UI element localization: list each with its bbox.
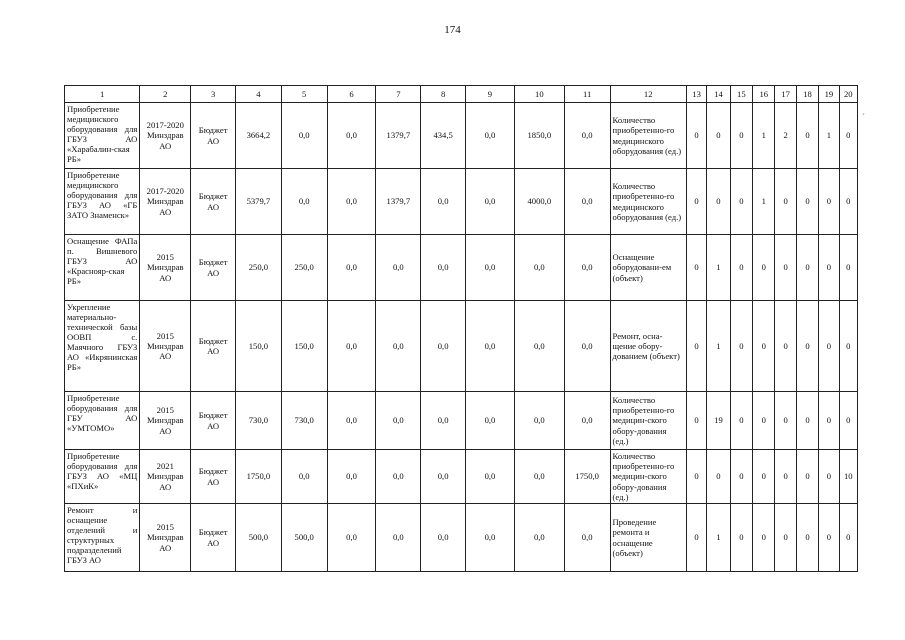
funding-value-cell: 0,0 [376,392,421,450]
column-number-9: 9 [466,86,515,103]
funding-value-cell: 0,0 [466,169,515,235]
indicator-value-cell: 0 [730,504,752,572]
column-number-11: 11 [564,86,610,103]
indicator-value-cell: 0 [686,235,706,301]
margin-mark: ´ [862,112,865,122]
indicator-value-cell: 0 [707,450,730,504]
funding-value-cell: 0,0 [466,301,515,392]
indicator-value-cell: 0 [753,301,775,392]
indicator-name-cell: Количество приобретенно-го медицинского оборудования (ед.) [610,169,686,235]
funding-value-cell: 0,0 [281,169,327,235]
measure-name-cell: Приобретение оборудования для ГБУЗ АО «МЦ «ПХиК» [65,450,140,504]
period-executor-cell: 2015 Минздрав АО [140,301,191,392]
indicator-value-cell: 0 [819,392,839,450]
indicator-value-cell: 1 [819,103,839,169]
table-row [65,103,858,169]
column-number-15: 15 [730,86,752,103]
funding-value-cell: 0,0 [466,392,515,450]
indicator-name-cell: Проведение ремонта и оснащение (объект) [610,504,686,572]
indicator-value-cell: 0 [775,301,796,392]
column-number-10: 10 [514,86,564,103]
funding-value-cell: 0,0 [514,301,564,392]
indicator-value-cell: 0 [819,450,839,504]
column-number-20: 20 [839,86,857,103]
indicator-name-cell: Ремонт, осна-щение обору-дованием (объект) [610,301,686,392]
funding-value-cell: 0,0 [376,504,421,572]
funding-value-cell: 0,0 [281,450,327,504]
period-executor-cell: 2017-2020 Минздрав АО [140,103,191,169]
funding-value-cell: 0,0 [421,235,466,301]
program-table [64,85,858,572]
indicator-value-cell: 0 [730,169,752,235]
funding-value-cell: 1850,0 [514,103,564,169]
indicator-value-cell: 0 [796,450,818,504]
indicator-value-cell: 0 [686,301,706,392]
measure-name-cell: Приобретение медицинского оборудования для ГБУЗ АО «ГБ ЗАТО Знаменск» [65,169,140,235]
column-number-3: 3 [191,86,236,103]
funding-value-cell: 0,0 [327,450,376,504]
indicator-value-cell: 0 [753,504,775,572]
indicator-value-cell: 0 [707,103,730,169]
funding-value-cell: 500,0 [281,504,327,572]
funding-value-cell: 0,0 [327,169,376,235]
indicator-value-cell: 1 [753,169,775,235]
period-executor-cell: 2015 Минздрав АО [140,392,191,450]
indicator-value-cell: 0 [686,169,706,235]
funding-value-cell: 730,0 [281,392,327,450]
indicator-name-cell: Количество приобретенно-го медицин-ского обору-дования (ед.) [610,392,686,450]
indicator-name-cell: Количество приобретенно-го медицин-ского обору-дования (ед.) [610,450,686,504]
indicator-value-cell: 10 [839,450,857,504]
indicator-value-cell: 0 [686,103,706,169]
indicator-value-cell: 19 [707,392,730,450]
indicator-value-cell: 0 [839,103,857,169]
funding-value-cell: 0,0 [514,235,564,301]
table-row [65,169,858,235]
indicator-value-cell: 0 [839,169,857,235]
page-number: 174 [444,24,461,36]
period-executor-cell: 2015 Минздрав АО [140,235,191,301]
column-number-7: 7 [376,86,421,103]
indicator-value-cell: 0 [796,504,818,572]
measure-name-cell: Ремонт и оснащение отделений и структурных подразделений ГБУЗ АО [65,504,140,572]
indicator-value-cell: 0 [819,235,839,301]
indicator-value-cell: 0 [819,169,839,235]
indicator-value-cell: 0 [730,103,752,169]
funding-value-cell: 0,0 [421,504,466,572]
indicator-value-cell: 0 [775,169,796,235]
funding-value-cell: 0,0 [564,301,610,392]
indicator-value-cell: 1 [707,504,730,572]
period-executor-cell: 2021 Минздрав АО [140,450,191,504]
funding-value-cell: 730,0 [236,392,282,450]
indicator-value-cell: 0 [753,235,775,301]
indicator-value-cell: 0 [730,235,752,301]
funding-value-cell: 150,0 [236,301,282,392]
indicator-value-cell: 0 [775,235,796,301]
indicator-value-cell: 0 [839,392,857,450]
funding-value-cell: 0,0 [376,235,421,301]
indicator-value-cell: 0 [707,169,730,235]
column-number-8: 8 [421,86,466,103]
column-number-13: 13 [686,86,706,103]
funding-value-cell: 0,0 [564,235,610,301]
funding-value-cell: 1379,7 [376,103,421,169]
column-number-16: 16 [753,86,775,103]
indicator-value-cell: 0 [839,504,857,572]
funding-source-cell: Бюджет АО [191,392,236,450]
indicator-value-cell: 0 [796,235,818,301]
funding-source-cell: Бюджет АО [191,103,236,169]
period-executor-cell: 2017-2020 Минздрав АО [140,169,191,235]
indicator-name-cell: Оснащение оборудовани-ем (объект) [610,235,686,301]
funding-value-cell: 250,0 [281,235,327,301]
funding-source-cell: Бюджет АО [191,301,236,392]
period-executor-cell: 2015 Минздрав АО [140,504,191,572]
funding-value-cell: 0,0 [327,235,376,301]
funding-source-cell: Бюджет АО [191,504,236,572]
column-number-14: 14 [707,86,730,103]
indicator-value-cell: 0 [730,301,752,392]
funding-value-cell: 0,0 [466,450,515,504]
funding-value-cell: 0,0 [327,301,376,392]
column-number-12: 12 [610,86,686,103]
column-number-18: 18 [796,86,818,103]
funding-value-cell: 0,0 [564,392,610,450]
measure-name-cell: Приобретение медицинского оборудования для ГБУЗ АО «Харабалин-ская РБ» [65,103,140,169]
indicator-value-cell: 0 [686,450,706,504]
measure-name-cell: Укрепление материально-технической базы ООВП с. Маячного ГБУЗ АО «Икрянинская РБ» [65,301,140,392]
funding-source-cell: Бюджет АО [191,169,236,235]
funding-value-cell: 0,0 [376,301,421,392]
table-row [65,301,858,392]
indicator-value-cell: 0 [796,103,818,169]
funding-value-cell: 0,0 [327,504,376,572]
funding-value-cell: 5379,7 [236,169,282,235]
table-row [65,392,858,450]
indicator-value-cell: 0 [775,450,796,504]
indicator-value-cell: 0 [796,301,818,392]
indicator-value-cell: 0 [730,450,752,504]
table-row [65,235,858,301]
indicator-value-cell: 2 [775,103,796,169]
column-number-17: 17 [775,86,796,103]
funding-value-cell: 0,0 [421,450,466,504]
funding-value-cell: 0,0 [564,504,610,572]
column-number-2: 2 [140,86,191,103]
funding-value-cell: 0,0 [564,103,610,169]
funding-value-cell: 150,0 [281,301,327,392]
measure-name-cell: Приобретение оборудования для ГБУ АО «УМТОМО» [65,392,140,450]
funding-value-cell: 3664,2 [236,103,282,169]
funding-value-cell: 0,0 [514,392,564,450]
indicator-name-cell: Количество приобретенно-го медицинского оборудования (ед.) [610,103,686,169]
column-number-19: 19 [819,86,839,103]
indicator-value-cell: 0 [839,235,857,301]
funding-value-cell: 500,0 [236,504,282,572]
column-number-6: 6 [327,86,376,103]
table-row [65,450,858,504]
funding-value-cell: 1750,0 [564,450,610,504]
indicator-value-cell: 1 [707,235,730,301]
funding-value-cell: 0,0 [421,392,466,450]
measure-name-cell: Оснащение ФАПа п. Вишневого ГБУЗ АО «Краснояр-ская РБ» [65,235,140,301]
indicator-value-cell: 1 [707,301,730,392]
indicator-value-cell: 0 [796,392,818,450]
indicator-value-cell: 0 [775,504,796,572]
indicator-value-cell: 0 [686,504,706,572]
funding-value-cell: 250,0 [236,235,282,301]
funding-value-cell: 1379,7 [376,169,421,235]
funding-value-cell: 0,0 [327,392,376,450]
indicator-value-cell: 0 [753,450,775,504]
funding-value-cell: 0,0 [376,450,421,504]
indicator-value-cell: 0 [730,392,752,450]
funding-value-cell: 0,0 [281,103,327,169]
funding-value-cell: 0,0 [564,169,610,235]
indicator-value-cell: 0 [839,301,857,392]
funding-value-cell: 0,0 [327,103,376,169]
indicator-value-cell: 0 [819,301,839,392]
funding-source-cell: Бюджет АО [191,450,236,504]
column-number-1: 1 [65,86,140,103]
funding-value-cell: 0,0 [514,504,564,572]
funding-value-cell: 0,0 [421,301,466,392]
funding-value-cell: 0,0 [421,169,466,235]
indicator-value-cell: 0 [796,169,818,235]
column-number-4: 4 [236,86,282,103]
table-row [65,504,858,572]
funding-value-cell: 0,0 [466,103,515,169]
funding-value-cell: 0,0 [466,235,515,301]
funding-value-cell: 1750,0 [236,450,282,504]
funding-value-cell: 4000,0 [514,169,564,235]
indicator-value-cell: 0 [819,504,839,572]
header-row [65,86,858,103]
column-number-5: 5 [281,86,327,103]
indicator-value-cell: 1 [753,103,775,169]
indicator-value-cell: 0 [686,392,706,450]
indicator-value-cell: 0 [753,392,775,450]
funding-source-cell: Бюджет АО [191,235,236,301]
funding-value-cell: 434,5 [421,103,466,169]
funding-value-cell: 0,0 [514,450,564,504]
funding-value-cell: 0,0 [466,504,515,572]
indicator-value-cell: 0 [775,392,796,450]
